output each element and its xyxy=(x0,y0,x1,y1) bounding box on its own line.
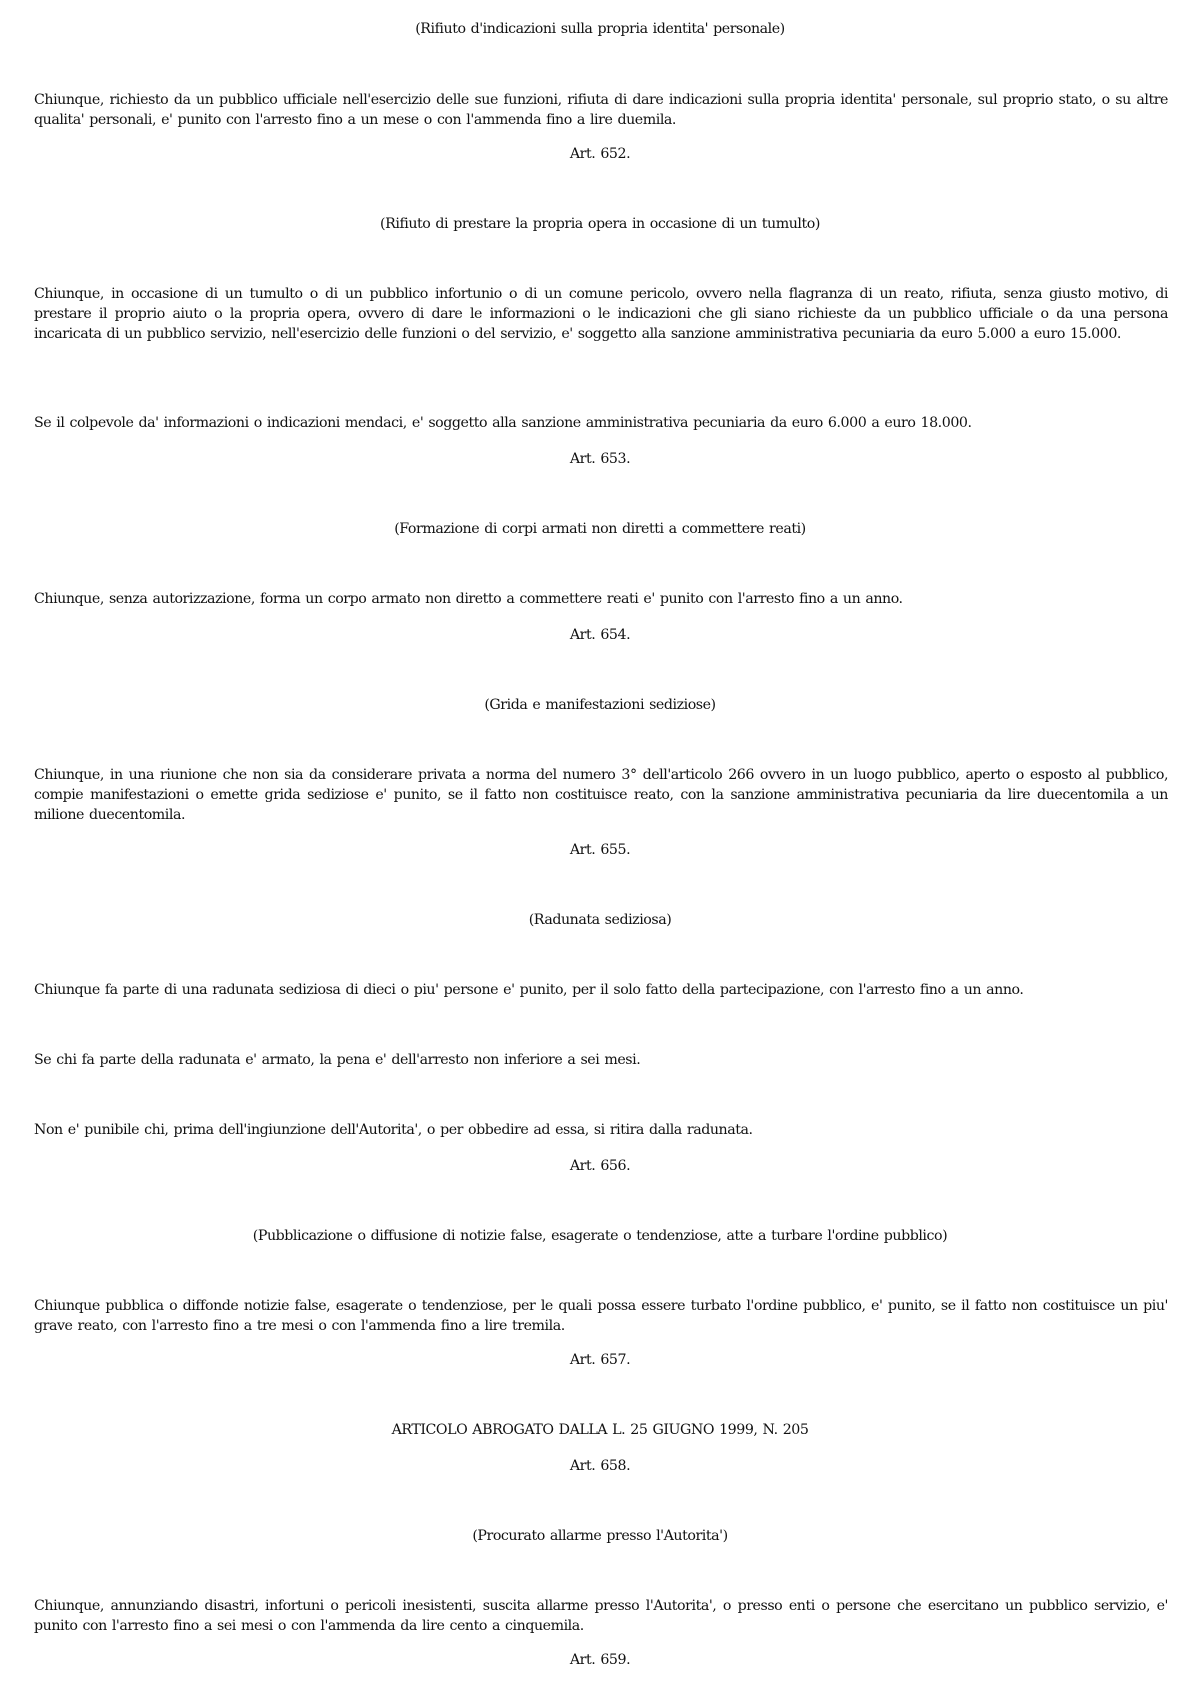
article-number-652: Art. 652. xyxy=(569,146,631,162)
heading-656: (Pubblicazione o diffusione di notizie false, esagerate o tendenziose, atte a turbare l'ordine pubblico) xyxy=(252,1228,948,1244)
paragraph-652-1: Chiunque, in occasione di un tumulto o di un pubblico infortunio o di un comune pericolo, ovvero nella flagranza di un reato, rifiuta, senza giusto motivo, di prestare il proprio aiuto o la propria opera, ovvero di dare le informazioni o le indicazioni che gli siano richieste da un pubblico ufficiale o da una persona incaricata di un pubblico servizio, nell'esercizio delle funzioni o del servizio, e' soggetto alla sanzione amministrativa pecuniaria da euro 5.000 a euro 15.000. xyxy=(34,286,1168,342)
paragraph-655-3: Non e' punibile chi, prima dell'ingiunzione dell'Autorita', o per obbedire ad essa, si ritira dalla radunata. xyxy=(34,1122,753,1138)
heading-654: (Grida e manifestazioni sediziose) xyxy=(484,697,716,713)
article-number-655: Art. 655. xyxy=(569,842,631,858)
article-number-653: Art. 653. xyxy=(569,451,631,467)
heading-652: (Rifiuto di prestare la propria opera in occasione di un tumulto) xyxy=(380,216,820,232)
paragraph-655-2: Se chi fa parte della radunata e' armato, la pena e' dell'arresto non inferiore a sei mesi. xyxy=(34,1052,641,1068)
heading-658: (Procurato allarme presso l'Autorita') xyxy=(472,1528,728,1544)
article-number-654: Art. 654. xyxy=(569,627,631,643)
heading-655: (Radunata sediziosa) xyxy=(528,912,672,928)
heading-653: (Formazione di corpi armati non diretti a commettere reati) xyxy=(394,521,806,537)
paragraph-655-1: Chiunque fa parte di una radunata sediziosa di dieci o piu' persone e' punito, per il solo fatto della partecipazione, con l'arresto fino a un anno. xyxy=(34,982,1024,998)
heading-651: (Rifiuto d'indicazioni sulla propria identita' personale) xyxy=(415,21,785,37)
article-number-656: Art. 656. xyxy=(569,1158,631,1174)
paragraph-653: Chiunque, senza autorizzazione, forma un corpo armato non diretto a commettere reati e' punito con l'arresto fino a un anno. xyxy=(34,591,903,607)
paragraph-654: Chiunque, in una riunione che non sia da considerare privata a norma del numero 3° dell'articolo 266 ovvero in un luogo pubblico, aperto o esposto al pubblico, compie manifestazioni o emette grida sediziose e' punito, se il fatto non costituisce reato, con la sanzione amministrativa pecuniaria da lire duecentomila a un milione duecentomila. xyxy=(34,767,1168,823)
heading-657: ARTICOLO ABROGATO DALLA L. 25 GIUGNO 1999, N. 205 xyxy=(391,1422,809,1438)
paragraph-656: Chiunque pubblica o diffonde notizie false, esagerate o tendenziose, per le quali possa essere turbato l'ordine pubblico, e' punito, se il fatto non costituisce un piu' grave reato, con l'arresto fino a tre mesi o con l'ammenda fino a lire tremila. xyxy=(34,1298,1168,1334)
article-number-658: Art. 658. xyxy=(569,1458,631,1474)
article-number-659: Art. 659. xyxy=(569,1652,631,1668)
paragraph-658: Chiunque, annunziando disastri, infortuni o pericoli inesistenti, suscita allarme presso l'Autorita', o presso enti o persone che esercitano un pubblico servizio, e' punito con l'arresto fino a sei mesi o con l'ammenda da lire cento a cinquemila. xyxy=(34,1598,1168,1634)
paragraph-652-2: Se il colpevole da' informazioni o indicazioni mendaci, e' soggetto alla sanzione amministrativa pecuniaria da euro 6.000 a euro 18.000. xyxy=(34,415,972,431)
article-number-657: Art. 657. xyxy=(569,1352,631,1368)
paragraph-651: Chiunque, richiesto da un pubblico ufficiale nell'esercizio delle sue funzioni, rifiuta di dare indicazioni sulla propria identita' personale, sul proprio stato, o su altre qualita' personali, e' punito con l'arresto fino a un mese o con l'ammenda fino a lire duemila. xyxy=(34,92,1168,128)
